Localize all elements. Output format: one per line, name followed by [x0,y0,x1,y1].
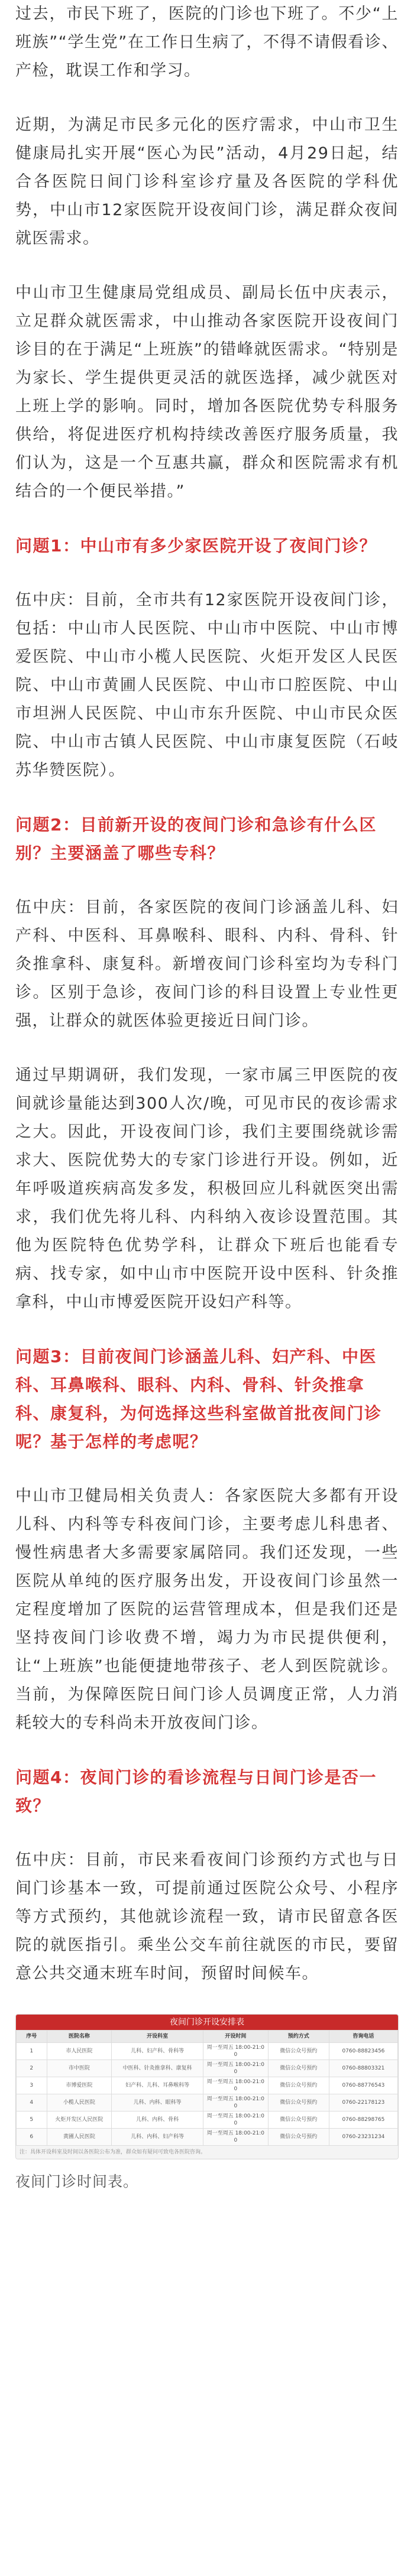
header-cell: 开设科室 [112,2031,203,2043]
schedule-table-body [17,2043,398,2146]
table-cell: 微信公众号预约 [268,2043,329,2060]
table-cell: 周一至周五 18:00-21:00 [203,2129,269,2146]
table-row [17,2077,398,2094]
table-cell: 妇产科、儿科、耳鼻喉科等 [112,2077,203,2094]
background-paragraph: 近期，为满足市民多元化的医疗需求，中山市卫生健康局扎实开展“医心为民”活动，4月29日起，结合各医院日间门诊科室诊疗量及各医院的学科优势，中山市12家医院开设夜间门诊，满足群众夜间就医需求。 [15,116,399,248]
table-cell: 微信公众号预约 [268,2112,329,2129]
table-row [17,2112,398,2129]
schedule-table-header-row [17,2031,398,2043]
table-cell: 4 [17,2094,47,2112]
question-3: 问题3：目前夜间门诊涵盖儿科、妇产科、中医科、耳鼻喉科、眼科、内科、骨科、针灸推拿科、康复科，为何选择这些科室做首批夜间门诊呢？基于怎样的考虑呢？ [15,1347,382,1451]
table-cell: 0760-88298765 [329,2112,397,2129]
table-cell: 0760-22178123 [329,2094,397,2112]
table-cell: 0760-88823456 [329,2043,397,2060]
quote-paragraph: 中山市卫生健康局党组成员、副局长伍中庆表示，立足群众就医需求，中山推动各家医院开设夜间门诊目的在于满足“上班族”的错峰就医需求。“特别是为家长、学生提供更灵活的就医选择，减少就医对上班上学的影响。同时，增加各医院优势专科服务供给，将促进医疗机构持续改善医疗服务质量，我们认为，这是一个互惠共赢，群众和医院需求有机结合的一个便民举措。” [15,284,399,501]
table-cell: 周一至周五 18:00-21:00 [203,2060,269,2077]
answer-1: 伍中庆：目前，全市共有12家医院开设夜间门诊，包括：中山市人民医院、中山市中医院、中山市博爱医院、中山市小榄人民医院、火炬开发区人民医院、中山市黄圃人民医院、中山市口腔医院、中山市坦洲人民医院、中山市东升医院、中山市民众医院、中山市古镇人民医院、中山市康复医院（石岐苏华赞医院）。 [15,591,399,779]
header-cell: 咨询电话 [329,2031,397,2043]
table-cell: 微信公众号预约 [268,2129,329,2146]
table-cell: 儿科、内科、妇产科等 [112,2129,203,2146]
table-row [17,2060,398,2077]
table-cell: 周一至周五 18:00-21:00 [203,2077,269,2094]
table-row [17,2094,398,2112]
header-cell: 开设时间 [203,2031,269,2043]
header-cell: 预约方式 [268,2031,329,2043]
table-cell: 5 [17,2112,47,2129]
answer-4: 伍中庆：目前，市民来看夜间门诊预约方式也与日间门诊基本一致，可提前通过医院公众号、小程序等方式预约，其他就诊流程一致，请市民留意各医院的就医指引。乘坐公交车前往就医的市民，要留意公共交通末班车时间，预留时间候车。 [15,1851,399,1983]
schedule-table [16,2030,398,2146]
table-cell: 市中医院 [47,2060,112,2077]
table-cell: 6 [17,2129,47,2146]
table-cell: 中医科、针灸推拿科、康复科 [112,2060,203,2077]
table-row [17,2129,398,2146]
table-cell: 微信公众号预约 [268,2077,329,2094]
table-cell: 火炬开发区人民医院 [47,2112,112,2129]
table-cell: 周一至周五 18:00-21:00 [203,2043,269,2060]
table-cell: 小榄人民医院 [47,2094,112,2112]
schedule-table-title: 夜间门诊开设安排表 [16,2015,398,2030]
table-cell: 儿科、内科、骨科 [112,2112,203,2129]
table-cell: 0760-88803321 [329,2060,397,2077]
table-cell: 儿科、内科、眼科等 [112,2094,203,2112]
table-cell: 周一至周五 18:00-21:00 [203,2094,269,2112]
answer-2: 伍中庆：目前，各家医院的夜间门诊涵盖儿科、妇产科、中医科、耳鼻喉科、眼科、内科、骨科、针灸推拿科、康复科。新增夜间门诊科室均为专科门诊。区别于急诊，夜间门诊的科目设置上专业性更强，让群众的就医体验更接近日间门诊。 [15,898,399,1030]
table-cell: 市博爱医院 [47,2077,112,2094]
answer-2-continued: 通过早期调研，我们发现，一家市属三甲医院的夜间就诊量能达到300人次/晚，可见市民的夜诊需求之大。因此，开设夜间门诊，我们主要围绕就诊需求大、医院优势大的专家门诊进行开设。例如，近年呼吸道疾病高发多发，积极回应儿科就医突出需求，我们优先将儿科、内科纳入夜诊设置范围。其他为医院特色优势学科，让群众下班后也能看专病、找专家，如中山市中医院开设中医科、针灸推拿科，中山市博爱医院开设妇产科等。 [15,1066,399,1311]
question-4: 问题4：夜间门诊的看诊流程与日间门诊是否一致？ [15,1768,377,1815]
table-cell: 微信公众号预约 [268,2060,329,2077]
header-cell: 医院名称 [47,2031,112,2043]
table-cell: 市人民医院 [47,2043,112,2060]
intro-paragraph: 过去，市民下班了，医院的门诊也下班了。不少“上班族”“学生党”在工作日生病了，不得不请假看诊、产检，耽误工作和学习。 [15,5,399,80]
table-cell: 0760-23231234 [329,2129,397,2146]
question-2: 问题2：目前新开设的夜间门诊和急诊有什么区别？主要涵盖了哪些专科？ [15,815,377,863]
header-cell: 序号 [17,2031,47,2043]
table-cell: 1 [17,2043,47,2060]
answer-3: 中山市卫健局相关负责人：各家医院大多都有开设儿科、内科等专科夜间门诊，主要考虑儿科患者、慢性病患者大多需要家属陪同。我们还发现，一些医院从单纯的医疗服务出发，开设夜间门诊虽然一定程度增加了医院的运营管理成本，但是我们还是坚持夜间门诊收费不增，竭力为市民提供便利，让“上班族”也能便捷地带孩子、老人到医院就诊。当前，为保障医院日间门诊人员调度正常，人力消耗较大的专科尚未开放夜间门诊。 [15,1487,399,1732]
table-cell: 周一至周五 18:00-21:00 [203,2112,269,2129]
table-cell: 3 [17,2077,47,2094]
schedule-table-image [15,2014,399,2159]
schedule-table-note: 注：具体开设科室及时间以各医院公布为准，群众如有疑问可致电各医院咨询。 [16,2146,398,2159]
table-cell: 黄圃人民医院 [47,2129,112,2146]
table-cell: 0760-88776543 [329,2077,397,2094]
table-cell: 2 [17,2060,47,2077]
image-caption: 夜间门诊时间表。 [15,2173,139,2190]
question-1: 问题1：中山市有多少家医院开设了夜间门诊？ [15,536,377,556]
table-cell: 微信公众号预约 [268,2094,329,2112]
table-cell: 儿科、妇产科、骨科等 [112,2043,203,2060]
table-row [17,2043,398,2060]
